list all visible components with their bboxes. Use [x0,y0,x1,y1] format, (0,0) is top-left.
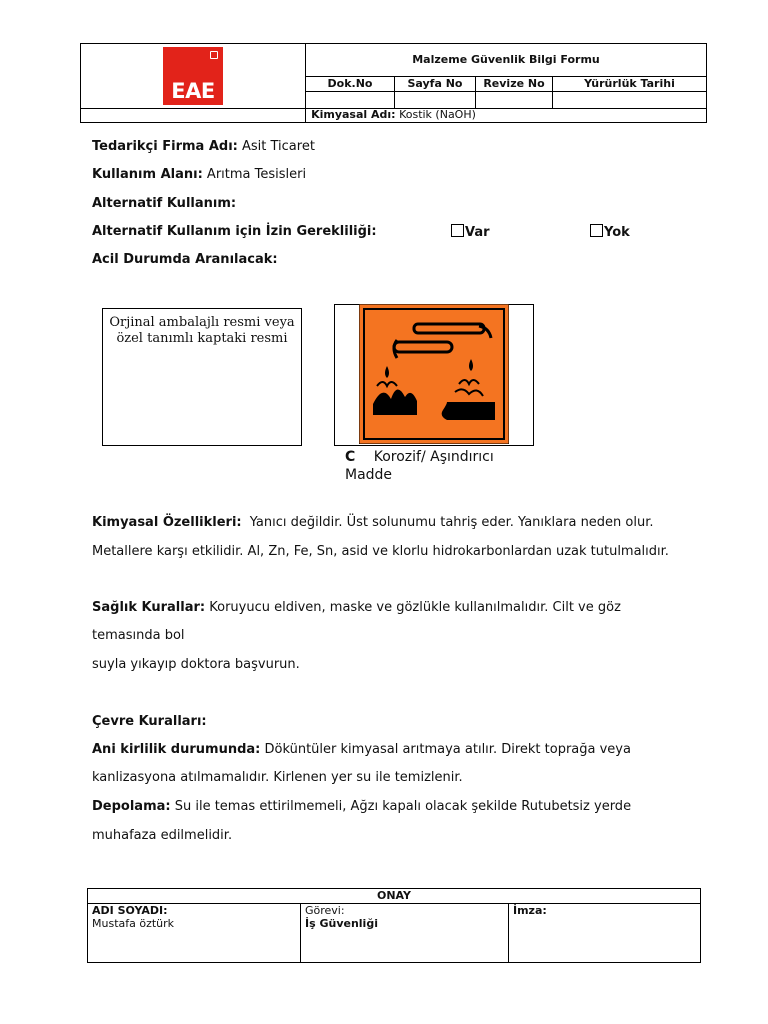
col-effective-date: Yürürlük Tarihi [584,77,675,90]
option-no-label: Yok [604,225,630,240]
approval-name-label: ADI SOYADI: [92,904,168,917]
col-page-no: Sayfa No [407,77,463,90]
health-line1: Koruyucu eldiven, maske ve gözlükle kullanılmalıdır. Cilt ve göz [209,600,621,615]
chem-props-row [92,515,654,530]
pollution-line2: kanlizasyona atılmamalıdır. Kirlenen yer su ile temizlenir. [92,770,463,785]
storage-line2: muhafaza edilmelidir. [92,828,233,843]
health-row [92,600,621,615]
pollution-line1: Döküntüler kimyasal arıtmaya atılır. Direkt toprağa veya [264,742,631,757]
checkbox-no-icon[interactable] [590,224,603,237]
health-label: Sağlık Kurallar: [92,600,206,615]
usage-label: Kullanım Alanı: [92,167,203,182]
approval-role-cell [305,904,378,930]
approval-name-cell [92,904,174,930]
hazard-text-1: Korozif/ Aşındırıcı [373,449,494,465]
col-revision-no: Revize No [483,77,545,90]
permit-row [92,224,377,239]
pollution-label: Ani kirlilik durumunda: [92,742,261,757]
approval-signature-label: İmza: [513,904,547,917]
chemical-name-value: Kostik (NaOH) [399,108,476,121]
hazard-code: C [345,449,356,465]
env-row [92,714,207,729]
chem-props-label: Kimyasal Özellikleri: [92,515,242,530]
option-yes[interactable] [451,224,490,240]
chem-props-line2: Metallere karşı etkilidir. Al, Zn, Fe, Sn, asid ve klorlu hidrokarbonlardan uzak tutulmalıdır. [92,544,669,559]
chemical-name-row [80,108,707,121]
storage-label: Depolama: [92,799,171,814]
col-doc-no: Dok.No [327,77,373,90]
company-logo [163,47,223,105]
option-yes-label: Var [465,225,490,240]
photo-placeholder-box [102,308,302,446]
chemical-name-label: Kimyasal Adı: [311,108,396,121]
hazard-caption [345,448,494,484]
alt-usage-label: Alternatif Kullanım: [92,196,237,211]
storage-row [92,799,631,814]
approval-title: ONAY [377,889,411,902]
alt-usage-row [92,196,236,211]
option-no[interactable] [590,224,630,240]
supplier-label: Tedarikçi Firma Adı: [92,139,238,154]
env-label: Çevre Kuralları: [92,714,207,729]
supplier-row [92,139,315,154]
pollution-row [92,742,631,757]
corrosive-hazard-icon [359,304,509,444]
checkbox-yes-icon[interactable] [451,224,464,237]
storage-line1: Su ile temas ettirilmemeli, Ağzı kapalı olacak şekilde Rutubetsiz yerde [174,799,632,814]
photo-placeholder-text: Orjinal ambalajlı resmi veya özel tanımlı kaptaki resmi [109,315,295,346]
health-line2: temasında bol [92,628,185,643]
emergency-row [92,252,278,267]
approval-signature-cell[interactable] [513,904,547,917]
hazard-text-2: Madde [345,467,393,483]
logo-text: EAE [171,79,215,103]
approval-role-label: Görevi: [305,904,345,917]
permit-label: Alternatif Kullanım için İzin Gerekliliği: [92,224,377,239]
approval-role-value: İş Güvenliği [305,917,378,930]
usage-row [92,167,306,182]
logo-mark-icon [210,51,218,59]
supplier-value: Asit Ticaret [242,139,315,154]
usage-value: Arıtma Tesisleri [206,167,307,182]
chem-props-line1: Yanıcı değildir. Üst solunumu tahriş eder. Yanıklara neden olur. [249,515,654,530]
form-title: Malzeme Güvenlik Bilgi Formu [412,53,600,66]
approval-name-value: Mustafa öztürk [92,917,175,930]
emergency-label: Acil Durumda Aranılacak: [92,252,278,267]
health-line3: suyla yıkayıp doktora başvurun. [92,657,300,672]
